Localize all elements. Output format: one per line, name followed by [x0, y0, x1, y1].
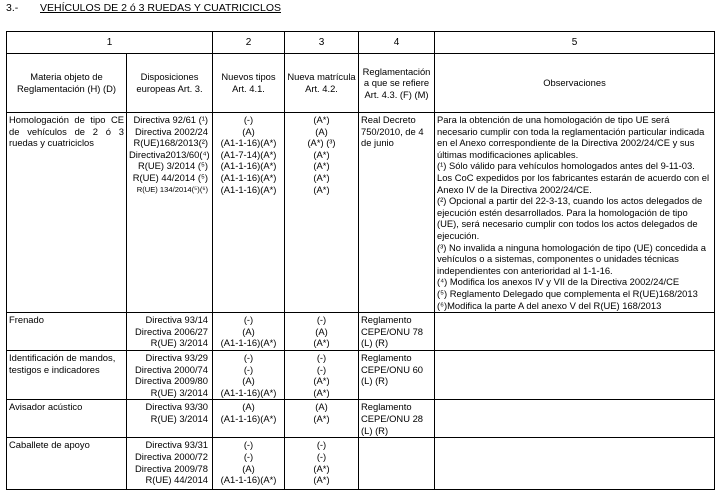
cell-line: (-) [243, 363, 254, 375]
cell-line: Directiva 93/31 [145, 439, 208, 451]
cell-nueva-matricula [285, 113, 359, 313]
section-number: 3.- [6, 2, 19, 14]
cell-line: (³) No invalida a ninguna homologación de tipo (UE) concedida a vehículos o a sistemas, componentes o unidades técnicas independientes con anterioridad al 1-1-16. [437, 241, 706, 276]
cell-line: Reglamento [361, 401, 412, 413]
cell-line: (A*) [313, 114, 330, 125]
cell-line: Directiva 2009/80 [135, 375, 208, 387]
cell-line: (A*) [313, 160, 330, 172]
cell-line: R(UE) 134/2014(⁵)(⁶) [136, 184, 208, 194]
cell-line: (⁶)Modifica la parte A del anexo V del R(UE) 168/2013 [437, 299, 662, 311]
cell-disposiciones [127, 351, 213, 400]
cell-observaciones [435, 400, 715, 438]
cell-line: Reglamento [361, 314, 412, 326]
cell-line: (A1-1-16)(A*) [220, 160, 277, 172]
cell-observaciones [435, 313, 715, 351]
cell-line: (A*) (³) [307, 137, 336, 149]
cell-disposiciones [127, 438, 213, 490]
cell-line: 750/2010, de 4 [361, 125, 424, 137]
cell-nuevos-tipos [213, 438, 285, 490]
table-body [7, 113, 715, 490]
table-row [7, 113, 715, 313]
section-heading [6, 2, 281, 15]
cell-line: (A1-7-14)(A*) [220, 148, 277, 160]
cell-observaciones [435, 351, 715, 400]
cell-line: (A*) [313, 375, 330, 387]
header-nueva-matricula: Nueva matrícula Art. 4.2. [285, 54, 359, 113]
column-number: 4 [359, 32, 435, 54]
cell-line: R(UE) 3/2014 [150, 337, 208, 349]
cell-materia: Caballete de apoyo [7, 438, 127, 490]
cell-line: (A1-1-16)(A*) [220, 413, 277, 425]
cell-line: R(UE) 3/2014 [150, 386, 208, 398]
cell-line: R(UE) 44/2014 [145, 474, 208, 486]
cell-line: (A) [242, 325, 255, 337]
cell-line: de junio [361, 137, 394, 149]
cell-line: (²) Opcional a partir del 22-3-13, cuando los actos delegados de ejecución estén desarrollados. Para la homologación de tipo (UE), será necesario cumplir con todos los actos delegados de ejecución. [437, 195, 703, 241]
cell-line: (A) [242, 375, 255, 387]
cell-observaciones [435, 438, 715, 490]
cell-disposiciones [127, 313, 213, 351]
cell-line: (A) [315, 401, 328, 413]
cell-materia: Avisador acústico [7, 400, 127, 438]
cell-line: (L) (R) [361, 375, 389, 387]
cell-reglamentacion [359, 313, 435, 351]
cell-line: (A) [242, 125, 255, 137]
cell-line: (A*) [313, 462, 330, 474]
header-observaciones: Observaciones [435, 54, 715, 113]
cell-line: (A1-1-16)(A*) [220, 183, 277, 195]
cell-reglamentacion [359, 113, 435, 313]
cell-disposiciones [127, 113, 213, 313]
cell-line: Directiva 2000/72 [135, 451, 208, 463]
header-disposiciones: Disposiciones europeas Art. 3. [127, 54, 213, 113]
cell-materia: Frenado [7, 313, 127, 351]
cell-nuevos-tipos [213, 400, 285, 438]
cell-nueva-matricula [285, 438, 359, 490]
cell-line: Directiva 93/14 [145, 314, 208, 326]
header-reglamentacion: Reglamentación a que se refiere Art. 4.3. (F) (M) [359, 54, 435, 113]
cell-line: (-) [243, 314, 254, 326]
cell-nuevos-tipos [213, 351, 285, 400]
regulation-table [6, 31, 715, 490]
cell-nuevos-tipos [213, 113, 285, 313]
cell-line: (-) [316, 363, 327, 375]
cell-observaciones [435, 113, 715, 313]
cell-line: (-) [243, 439, 254, 451]
cell-materia: Identificación de mandos, testigos e indicadores [7, 351, 127, 400]
cell-line: (A*) [313, 413, 330, 425]
cell-line: (A) [315, 325, 328, 337]
cell-line: (-) [243, 451, 254, 463]
section-title: VEHÍCULOS DE 2 ó 3 RUEDAS Y CUATRICICLOS [40, 2, 281, 14]
cell-line: (A*) [313, 183, 330, 195]
cell-line: CEPE/ONU 60 [361, 363, 423, 375]
cell-reglamentacion [359, 351, 435, 400]
cell-line: (A1-1-16)(A*) [220, 171, 277, 183]
cell-nueva-matricula [285, 400, 359, 438]
cell-reglamentacion [359, 400, 435, 438]
cell-line: (A1-1-16)(A*) [220, 474, 277, 486]
cell-line: Directiva 93/29 [145, 352, 208, 364]
cell-line: CEPE/ONU 78 [361, 325, 423, 337]
cell-line: CEPE/ONU 28 [361, 413, 423, 425]
cell-line: R(UE) 44/2014 (⁵) [132, 171, 208, 183]
cell-line: (A) [242, 462, 255, 474]
cell-line: Directiva 2002/24 [135, 125, 208, 137]
cell-line: Directiva 93/30 [145, 401, 208, 413]
column-number-row [7, 32, 715, 54]
table-row [7, 351, 715, 400]
cell-line: (⁴) Modifica los anexos IV y VII de la Directiva 2002/24/CE [437, 276, 680, 288]
cell-line: (¹) Sólo válido para vehículos homologados antes del 9-11-03. Los CoC expedidos por los fabricantes estarán de acuerdo con el Anexo IV de la Directiva 2002/24/CE. [437, 160, 710, 195]
cell-line: (A*) [313, 337, 330, 349]
cell-line: Directiva 2009/78 [135, 462, 208, 474]
cell-line: (-) [316, 451, 327, 463]
cell-line: Reglamento [361, 352, 412, 364]
table-row [7, 438, 715, 490]
cell-line: (A*) [313, 474, 330, 486]
cell-line: Real Decreto [361, 114, 416, 125]
cell-line: Para la obtención de una homologación de tipo UE será necesario cumplir con toda la reglamentación particular indicada en el Anexo correspondiente de la Directiva 2002/24/CE y sus últimas modificaciones aplicables. [437, 114, 705, 160]
cell-line: R(UE)168/2013(²) [133, 137, 208, 149]
cell-disposiciones [127, 400, 213, 438]
cell-line: (-) [243, 114, 254, 125]
cell-line: (-) [316, 352, 327, 364]
cell-line: Directiva 2000/74 [135, 363, 208, 375]
table-row [7, 313, 715, 351]
header-materia: Materia objeto de Reglamentación (H) (D) [7, 54, 127, 113]
cell-nueva-matricula [285, 351, 359, 400]
cell-line: (A1-1-16)(A*) [220, 337, 277, 349]
cell-line: (L) (R) [361, 424, 389, 436]
cell-line: (-) [316, 439, 327, 451]
header-nuevos-tipos: Nuevos tipos Art. 4.1. [213, 54, 285, 113]
cell-line: (-) [316, 314, 327, 326]
cell-line: (A*) [313, 386, 330, 398]
column-number: 3 [285, 32, 359, 54]
cell-nueva-matricula [285, 313, 359, 351]
cell-line: R(UE) 3/2014 (⁵) [137, 160, 208, 172]
cell-line: (⁵) Reglamento Delegado que complementa el R(UE)168/2013 [437, 287, 698, 299]
cell-line: (L) (R) [361, 337, 389, 349]
cell-line: (A) [242, 401, 255, 413]
column-header-row [7, 54, 715, 113]
table-row [7, 400, 715, 438]
cell-nuevos-tipos [213, 313, 285, 351]
cell-line: (A*) [313, 148, 330, 160]
cell-line: Directiva 2006/27 [135, 325, 208, 337]
cell-materia: Homologación de tipo CE de vehículos de 2 ó 3 ruedas y cuatriciclos [7, 113, 127, 313]
cell-line: (A1-1-16)(A*) [220, 137, 277, 149]
cell-line: R(UE) 3/2014 [150, 413, 208, 425]
cell-line: (A1-1-16)(A*) [220, 386, 277, 398]
cell-line: (-) [243, 352, 254, 364]
cell-line: (A*) [313, 171, 330, 183]
cell-line: Directiva 92/61 (¹) [133, 114, 208, 125]
cell-line: (A) [315, 125, 328, 137]
column-number: 1 [7, 32, 213, 54]
cell-reglamentacion [359, 438, 435, 490]
column-number: 2 [213, 32, 285, 54]
column-number: 5 [435, 32, 715, 54]
cell-line: Directiva2013/60(⁴) [129, 148, 210, 160]
